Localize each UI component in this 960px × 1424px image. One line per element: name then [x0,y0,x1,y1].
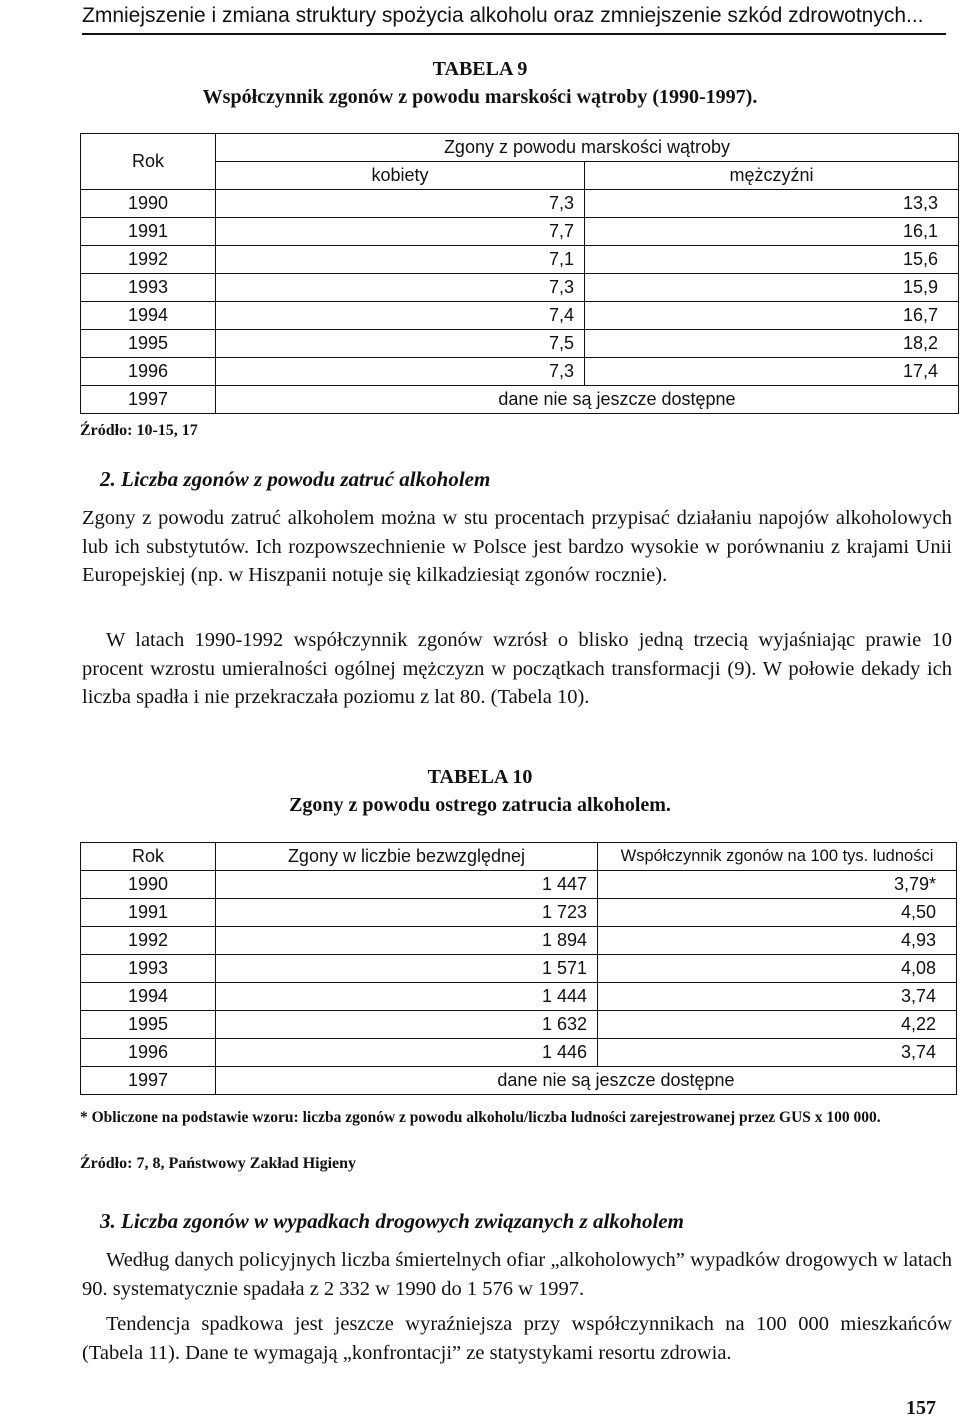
table9-source: Źródło: 10-15, 17 [80,422,198,439]
table10 [80,842,957,1095]
table9-year: 1996 [81,358,216,386]
table10-rate-value: 3,74 [598,1039,957,1067]
table9-women-value: 7,5 [216,330,585,358]
header-rule [82,33,946,35]
table10-year: 1991 [81,899,216,927]
table-row [81,246,959,274]
table9-header-women: kobiety [216,162,585,190]
table9-year: 1990 [81,190,216,218]
table10-year: 1994 [81,983,216,1011]
section2-heading: 2. Liczba zgonów z powodu zatruć alkoholem [100,467,491,491]
table-row [81,330,959,358]
table-row [81,218,959,246]
table-row [81,274,959,302]
table-row [81,358,959,386]
running-header: Zmniejszenie i zmiana struktury spożycia alkoholu oraz zmniejszenie szkód zdrowotnych... [82,4,924,27]
table-row [81,927,957,955]
table-row [81,1067,957,1095]
table10-year: 1990 [81,871,216,899]
table9-women-value: 7,7 [216,218,585,246]
table9-header-rok: Rok [81,134,216,190]
table9-year: 1992 [81,246,216,274]
table9-year: 1995 [81,330,216,358]
page-number: 157 [906,1397,936,1419]
table10-header-abs: Zgony w liczbie bezwzględnej [216,843,598,871]
section2-paragraph-2: W latach 1990-1992 współczynnik zgonów wzrósł o blisko jedną trzecią wyjaśniając prawie 10 procent wzrostu umieralności ogólnej mężczyzn w początkach transformacji (9). W połowie dekady ich liczba spadła i nie przekraczała poziomu z lat 80. (Tabela 10). [82,629,952,709]
table9-year: 1994 [81,302,216,330]
table10-label: TABELA 10 [427,766,533,788]
table9-men-value: 15,9 [585,274,959,302]
table10-abs-value: 1 444 [216,983,598,1011]
table10-year: 1996 [81,1039,216,1067]
table9-men-value: 16,7 [585,302,959,330]
table-row [81,955,957,983]
table-row [81,899,957,927]
table10-rate-value: 3,74 [598,983,957,1011]
table9-men-value: 16,1 [585,218,959,246]
section3-paragraph-2: Tendencja spadkowa jest jeszcze wyraźniejsza przy współczynnikach na 100 000 mieszkańców (Tabela 11). Dane te wymagają „konfrontacji” ze statystykami resortu zdrowia. [82,1313,952,1364]
table10-year: 1992 [81,927,216,955]
table10-abs-value: 1 447 [216,871,598,899]
table10-abs-value: 1 894 [216,927,598,955]
table10-rate-value: 4,93 [598,927,957,955]
table10-title: Zgony z powodu ostrego zatrucia alkoholem. [289,794,671,816]
table9-year: 1991 [81,218,216,246]
section3-heading: 3. Liczba zgonów w wypadkach drogowych związanych z alkoholem [100,1209,684,1233]
table9-header-group: Zgony z powodu marskości wątroby [216,134,959,162]
table9-men-value: 18,2 [585,330,959,358]
table-row [81,983,957,1011]
table9-label: TABELA 9 [432,58,528,80]
table9-women-value: 7,4 [216,302,585,330]
table9-men-value: 13,3 [585,190,959,218]
table9-year: 1993 [81,274,216,302]
table9-title: Współczynnik zgonów z powodu marskości wątroby (1990-1997). [202,86,758,108]
table9-women-value: 7,3 [216,274,585,302]
table10-unavailable-note: dane nie są jeszcze dostępne [216,1067,957,1095]
table9-women-value: 7,3 [216,358,585,386]
table10-abs-value: 1 446 [216,1039,598,1067]
table10-year: 1993 [81,955,216,983]
table10-rate-value: 4,08 [598,955,957,983]
table10-rate-value: 4,50 [598,899,957,927]
table10-source: Źródło: 7, 8, Państwowy Zakład Higieny [80,1155,357,1172]
table10-abs-value: 1 723 [216,899,598,927]
table-row [81,1011,957,1039]
table9-men-value: 17,4 [585,358,959,386]
table-row [81,190,959,218]
table10-abs-value: 1 632 [216,1011,598,1039]
table9-header-men: mężczyźni [585,162,959,190]
table10-abs-value: 1 571 [216,955,598,983]
table9-unavailable-note: dane nie są jeszcze dostępne [216,386,959,414]
table-row [81,871,957,899]
table10-footnote: * Obliczone na podstawie wzoru: liczba zgonów z powodu alkoholu/liczba ludności zarejestrowanej przez GUS x 100 000. [80,1109,881,1126]
table9-year: 1997 [81,386,216,414]
table-row [81,1039,957,1067]
table9-women-value: 7,1 [216,246,585,274]
table9-men-value: 15,6 [585,246,959,274]
table9 [80,133,959,414]
table10-rate-value: 3,79* [598,871,957,899]
table9-women-value: 7,3 [216,190,585,218]
table10-year: 1995 [81,1011,216,1039]
section3-paragraph-1: Według danych policyjnych liczba śmiertelnych ofiar „alkoholowych” wypadków drogowych w latach 90. systematycznie spadała z 2 332 w 1990 do 1 576 w 1997. [82,1249,952,1300]
table-row [81,302,959,330]
table10-header-rate: Współczynnik zgonów na 100 tys. ludności [598,843,957,871]
table10-year: 1997 [81,1067,216,1095]
table-row [81,386,959,414]
section2-paragraph-1: Zgony z powodu zatruć alkoholem można w stu procentach przypisać działaniu napojów alkoholowych lub ich substytutów. Ich rozpowszechnienie w Polsce jest bardzo wysokie w porównaniu z krajami Unii Europejskiej (np. w Hiszpanii notuje się kilkadziesiąt zgonów rocznie). [82,507,952,587]
table10-rate-value: 4,22 [598,1011,957,1039]
table10-header-rok: Rok [81,843,216,871]
